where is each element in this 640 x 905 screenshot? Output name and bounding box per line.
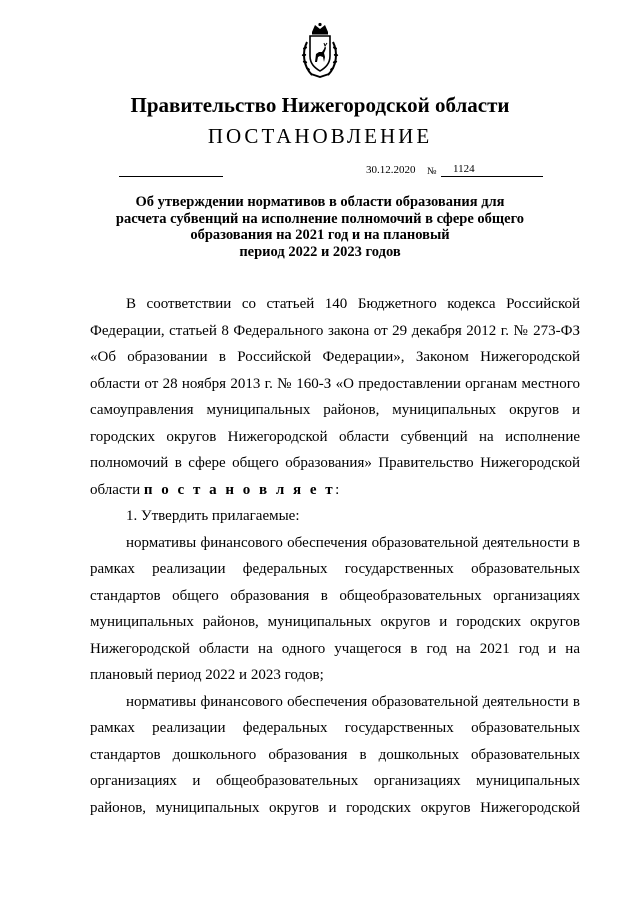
number-sign: № — [427, 166, 437, 177]
title-line: Об утверждении нормативов в области образования для — [135, 194, 505, 210]
resolves-word: п о с т а н о в л я е т — [143, 481, 336, 498]
item-1-paragraph: 1. Утвердить прилагаемые: — [126, 508, 300, 524]
document-type: ПОСТАНОВЛЕНИЕ — [207, 124, 433, 148]
document-title — [95, 194, 545, 260]
title-line: образования на 2021 год и на плановый — [190, 227, 450, 243]
document-date: 30.12.2020 — [366, 164, 416, 176]
title-line: период 2022 и 2023 годов — [239, 243, 401, 260]
title-line: расчета субвенций на исполнение полномочий в сфере общего — [115, 210, 525, 227]
resolves-colon: : — [335, 481, 340, 498]
coat-of-arms-icon — [298, 22, 342, 80]
document-number: 1124 — [441, 162, 543, 177]
document-body — [90, 291, 580, 821]
preamble-paragraph — [90, 291, 580, 503]
government-name: Правительство Нижегородской области — [130, 93, 510, 117]
signature-line — [119, 176, 223, 177]
norms-preschool-education-paragraph: нормативы финансового обеспечения образовательной деятельности в рамках реализации федеральных государственных образовательных стандартов дошкольного образования в дошкольных образовательных организациях и общеобразовательных организациях муниципальных районов, муниципальных округов и городских округов Нижегородской — [90, 693, 580, 816]
norms-general-education-paragraph: нормативы финансового обеспечения образовательной деятельности в рамках реализации федеральных государственных образовательных стандартов общего образования в общеобразовательных организациях муниципальных районов, муниципальных округов и городских округов Нижегородской области на одного учащегося в год на 2021 год и на плановый период 2022 и 2023 годов; — [90, 534, 580, 683]
preamble-text: В соответствии со статьей 140 Бюджетного кодекса Российской Федерации, статьей 8 Федерального закона от 29 декабря 2012 г. № 273-ФЗ «Об образовании в Российской Федерации», Законом Нижегородской области от 28 ноября 2013 г. № 160-З «О предоставлении органам местного самоуправления муниципальных районов, муниципальных округов и городских округов Нижегородской области субвенций на исполнение полномочий в сфере общего образования» Правительство Нижегородской области — [90, 296, 580, 498]
